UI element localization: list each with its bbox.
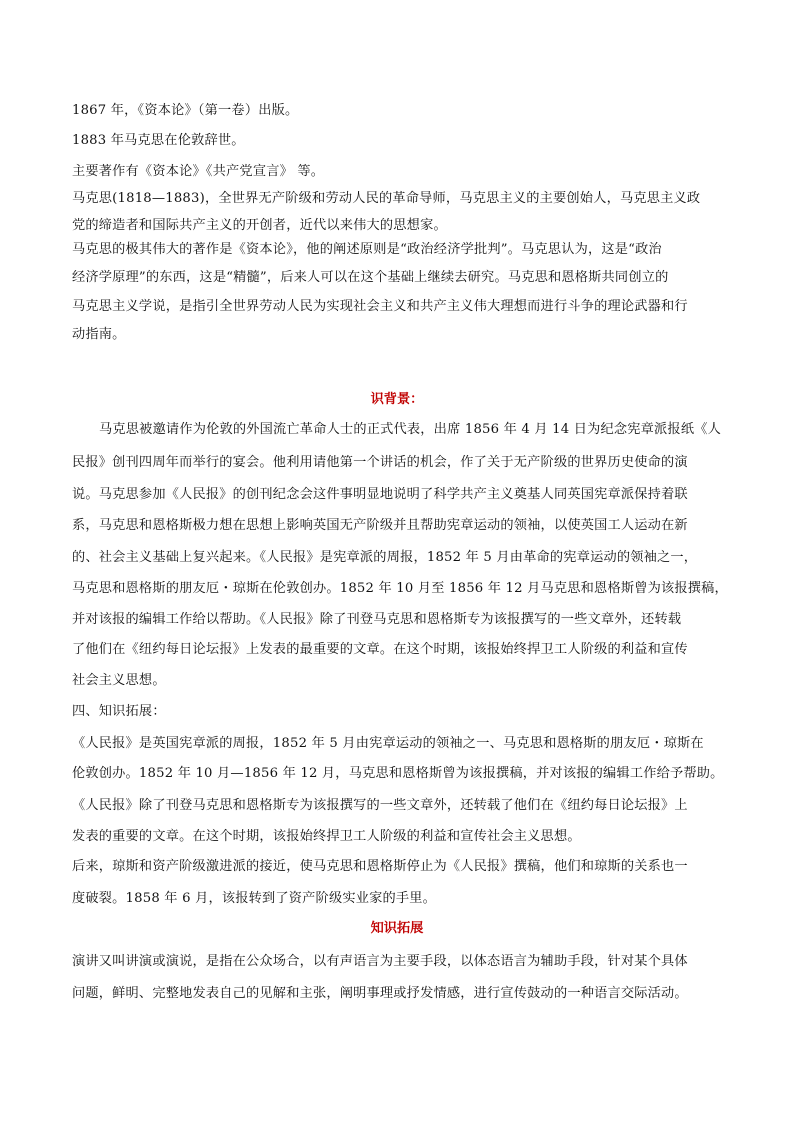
background-line: 了他们在《纽约每日论坛报》上发表的最重要的文章。在这个时期，该报始终捍卫工人阶级的利益和宣传 [72,642,688,657]
extension-line: 演讲又叫讲演或演说，是指在公众场合，以有声语言为主要手段，以体态语言为辅助手段，针对某个具体 [72,954,688,969]
intro-line: 1867 年，《资本论》（第一卷）出版。 [72,103,299,118]
extension-heading: 知识拓展 [370,921,424,936]
background-line: 马克思和恩格斯的朋友厄・琼斯在伦敦创办。1852 年 10 月至 1856 年 12 月马克思和恩格斯曾为该报撰稿， [72,581,728,596]
intro-line: 马克思(1818—1883)，全世界无产阶级和劳动人民的革命导师，马克思主义的主要创始人，马克思主义政 [72,191,701,206]
intro-line: 马克思的极其伟大的著作是《资本论》，他的阐述原则是“政治经济学批判”。马克思认为，这是“政治 [72,242,662,257]
section-line: 《人民报》是英国宪章派的周报，1852 年 5 月由宪章运动的领袖之一、马克思和恩格斯的朋友厄・琼斯在 [72,736,704,751]
intro-line: 党的缔造者和国际共产主义的开创者，近代以来伟大的思想家。 [72,218,447,233]
background-line: 的、社会主义基础上复兴起来。《人民报》是宪章派的周报，1852 年 5 月由革命的宪章运动的领袖之一， [72,550,698,565]
section-line: 发表的重要的文章。在这个时期，该报始终捍卫工人阶级的利益和宣传社会主义思想。 [72,829,581,844]
background-line: 系，马克思和恩格斯极力想在思想上影响英国无产阶级并且帮助宪章运动的领袖，以使英国工人运动在新 [72,518,688,533]
background-line: 说。马克思参加《人民报》的创刊纪念会这件事明显地说明了科学共产主义奠基人同英国宪章派保持着联 [72,487,688,502]
background-line: 社会主义思想。 [72,673,166,688]
background-line: 民报》创刊四周年而举行的宴会。他利用请他第一个讲话的机会，作了关于无产阶级的世界历史使命的演 [72,455,688,470]
extension-line: 问题，鲜明、完整地发表自己的见解和主张，阐明事理或抒发情感，进行宣传鼓动的一种语言交际活动。 [72,986,688,1001]
section-line: 伦敦创办。1852 年 10 月—1856 年 12 月，马克思和恩格斯曾为该报撰稿，并对该报的编辑工作给予帮助。 [72,766,724,781]
intro-line: 主要著作有《资本论》《共产党宣言》 等。 [72,164,325,179]
intro-line: 经济学原理”的东西，这是“精髓”，后来人可以在这个基础上继续去研究。马克思和恩格斯共同创立的 [72,270,669,285]
section-line: 《人民报》除了刊登马克思和恩格斯专为该报撰写的一些文章外，还转载了他们在《纽约每日论坛报》上 [72,798,688,813]
background-line: 马克思被邀请作为伦敦的外国流亡革命人士的正式代表，出席 1856 年 4 月 14 日为纪念宪章派报纸《人 [99,422,721,437]
section-title: 四、知识拓展： [72,704,166,719]
section-line: 度破裂。1858 年 6 月，该报转到了资产阶级实业家的手里。 [72,891,437,906]
intro-line: 1883 年马克思在伦敦辞世。 [72,133,245,148]
section-line: 后来，琼斯和资产阶级激进派的接近，使马克思和恩格斯停止为《人民报》撰稿，他们和琼斯的关系也一 [72,859,688,874]
background-line: 并对该报的编辑工作给以帮助。《人民报》除了刊登马克思和恩格斯专为该报撰写的一些文章外，还转载 [72,612,682,627]
intro-line: 马克思主义学说，是指引全世界劳动人民为实现社会主义和共产主义伟大理想而进行斗争的理论武器和行 [72,299,688,314]
background-heading: 识背景： [370,392,424,407]
intro-line: 动指南。 [72,327,126,342]
